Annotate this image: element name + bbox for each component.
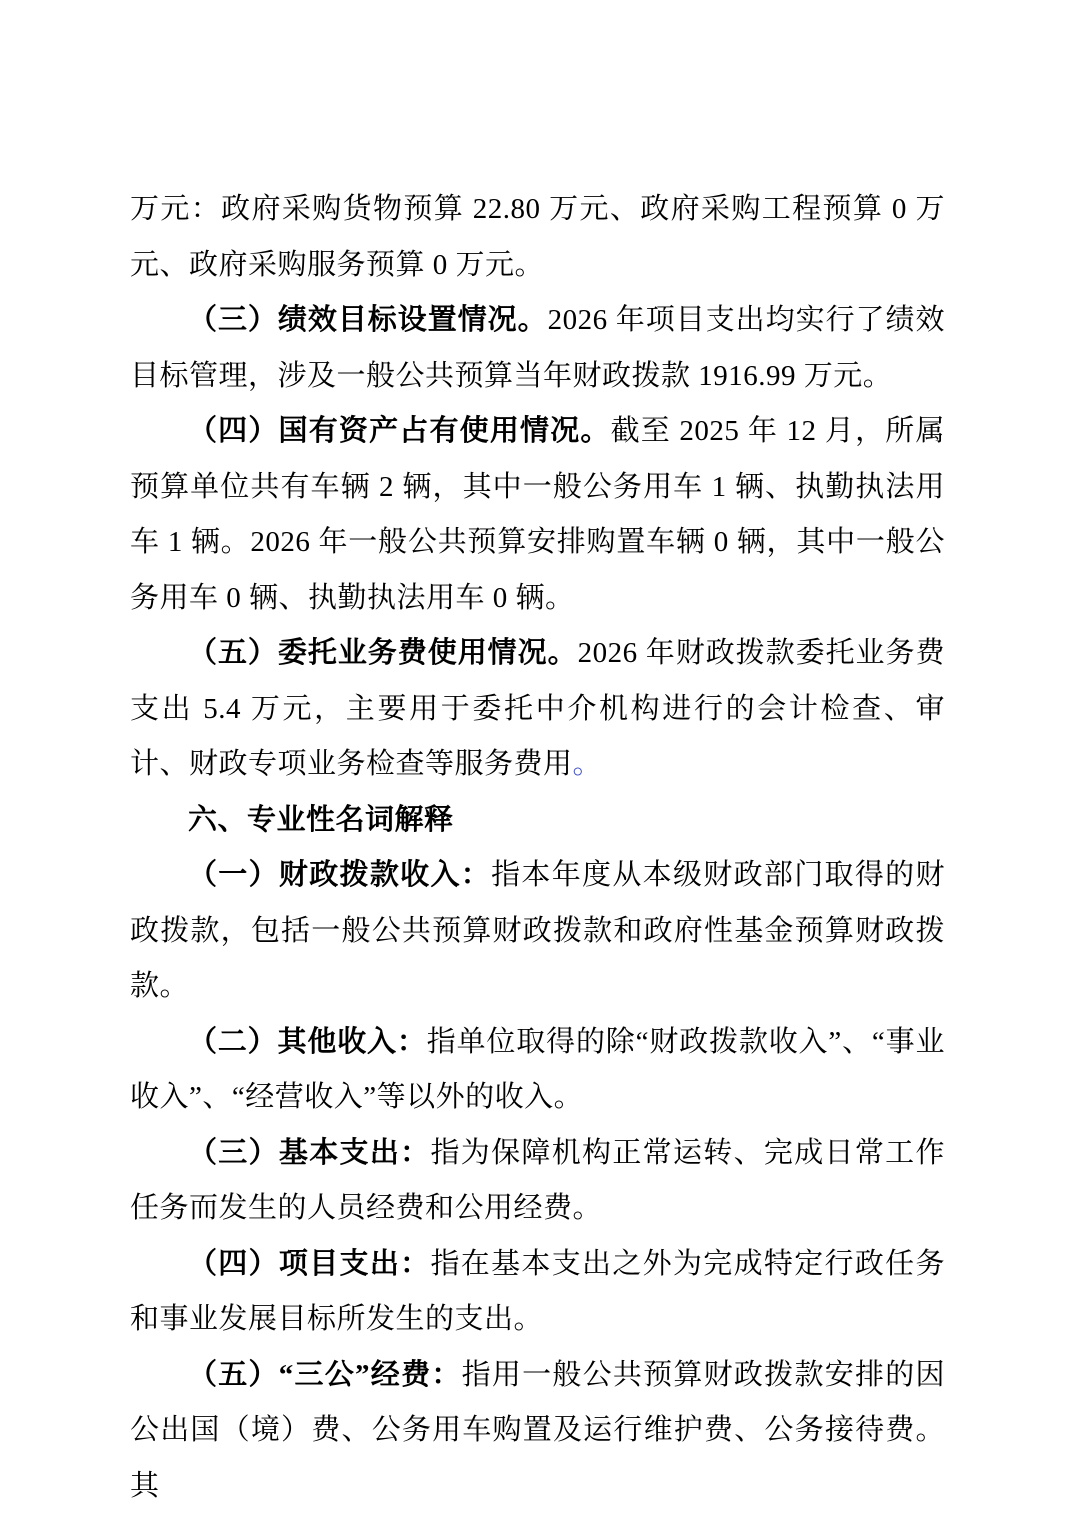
term-text: 指单位取得的除“财政拨款收入”、“事业收入”、“经营收入”等以外的收入。 <box>130 1025 945 1113</box>
term-text: 指本年度从本级财政部门取得的财政拨款，包括一般公共预算财政拨款和政府性基金预算财政拨款。 <box>130 859 945 1002</box>
term-text: 指在基本支出之外为完成特定行政任务和事业发展目标所发生的支出。 <box>130 1247 945 1335</box>
paragraph-text: 截至 2025 年 12 月，所属预算单位共有车辆 2 辆，其中一般公务用车 1 辆、执勤执法用车 1 辆。2026 年一般公共预算安排购置车辆 0 辆，其中一般公务用车 0 辆、执勤执法用车 0 辆。 <box>130 415 945 614</box>
term-lead: （二）其他收入： <box>188 1025 427 1058</box>
section-heading-terms: 六、专业性名词解释 <box>188 803 454 836</box>
paragraph-entrusted-business-fees <box>130 626 945 793</box>
paragraph-procurement-continuation <box>130 182 945 293</box>
paragraph-lead: （三）绩效目标设置情况。 <box>188 304 548 336</box>
term-three-public-funds <box>130 1348 945 1515</box>
term-lead: （一）财政拨款收入： <box>188 859 492 891</box>
paragraph-state-assets <box>130 404 945 626</box>
term-lead: （四）项目支出： <box>188 1247 431 1280</box>
paragraph-text: 2026 年项目支出均实行了绩效目标管理，涉及一般公共预算当年财政拨款 1916.99 万元。 <box>130 304 945 392</box>
paragraph-performance-targets <box>130 293 945 404</box>
term-basic-expenditure <box>130 1126 945 1237</box>
paragraph-text: 万元：政府采购货物预算 22.80 万元、政府采购工程预算 0 万元、政府采购服务预算 0 万元。 <box>130 193 945 281</box>
paragraph-lead: （五）委托业务费使用情况。 <box>188 637 578 669</box>
paragraph-lead: （四）国有资产占有使用情况。 <box>188 415 611 447</box>
term-project-expenditure <box>130 1237 945 1348</box>
term-text: 指为保障机构正常运转、完成日常工作任务而发生的人员经费和公用经费。 <box>130 1136 945 1224</box>
term-text: 指用一般公共预算财政拨款安排的因公出国（境）费、公务用车购置及运行维护费、公务接待费。其 <box>130 1358 945 1502</box>
term-fiscal-appropriation-income <box>130 848 945 1015</box>
term-other-income <box>130 1015 945 1126</box>
paragraph-blue-period: 。 <box>572 748 603 780</box>
term-lead: （五）“三公”经费： <box>188 1358 462 1391</box>
document-body <box>130 182 945 1514</box>
term-lead: （三）基本支出： <box>188 1136 431 1169</box>
paragraph-text: 2026 年财政拨款委托业务费支出 5.4 万元，主要用于委托中介机构进行的会计检查、审计、财政专项业务检查等服务费用 <box>130 637 945 780</box>
